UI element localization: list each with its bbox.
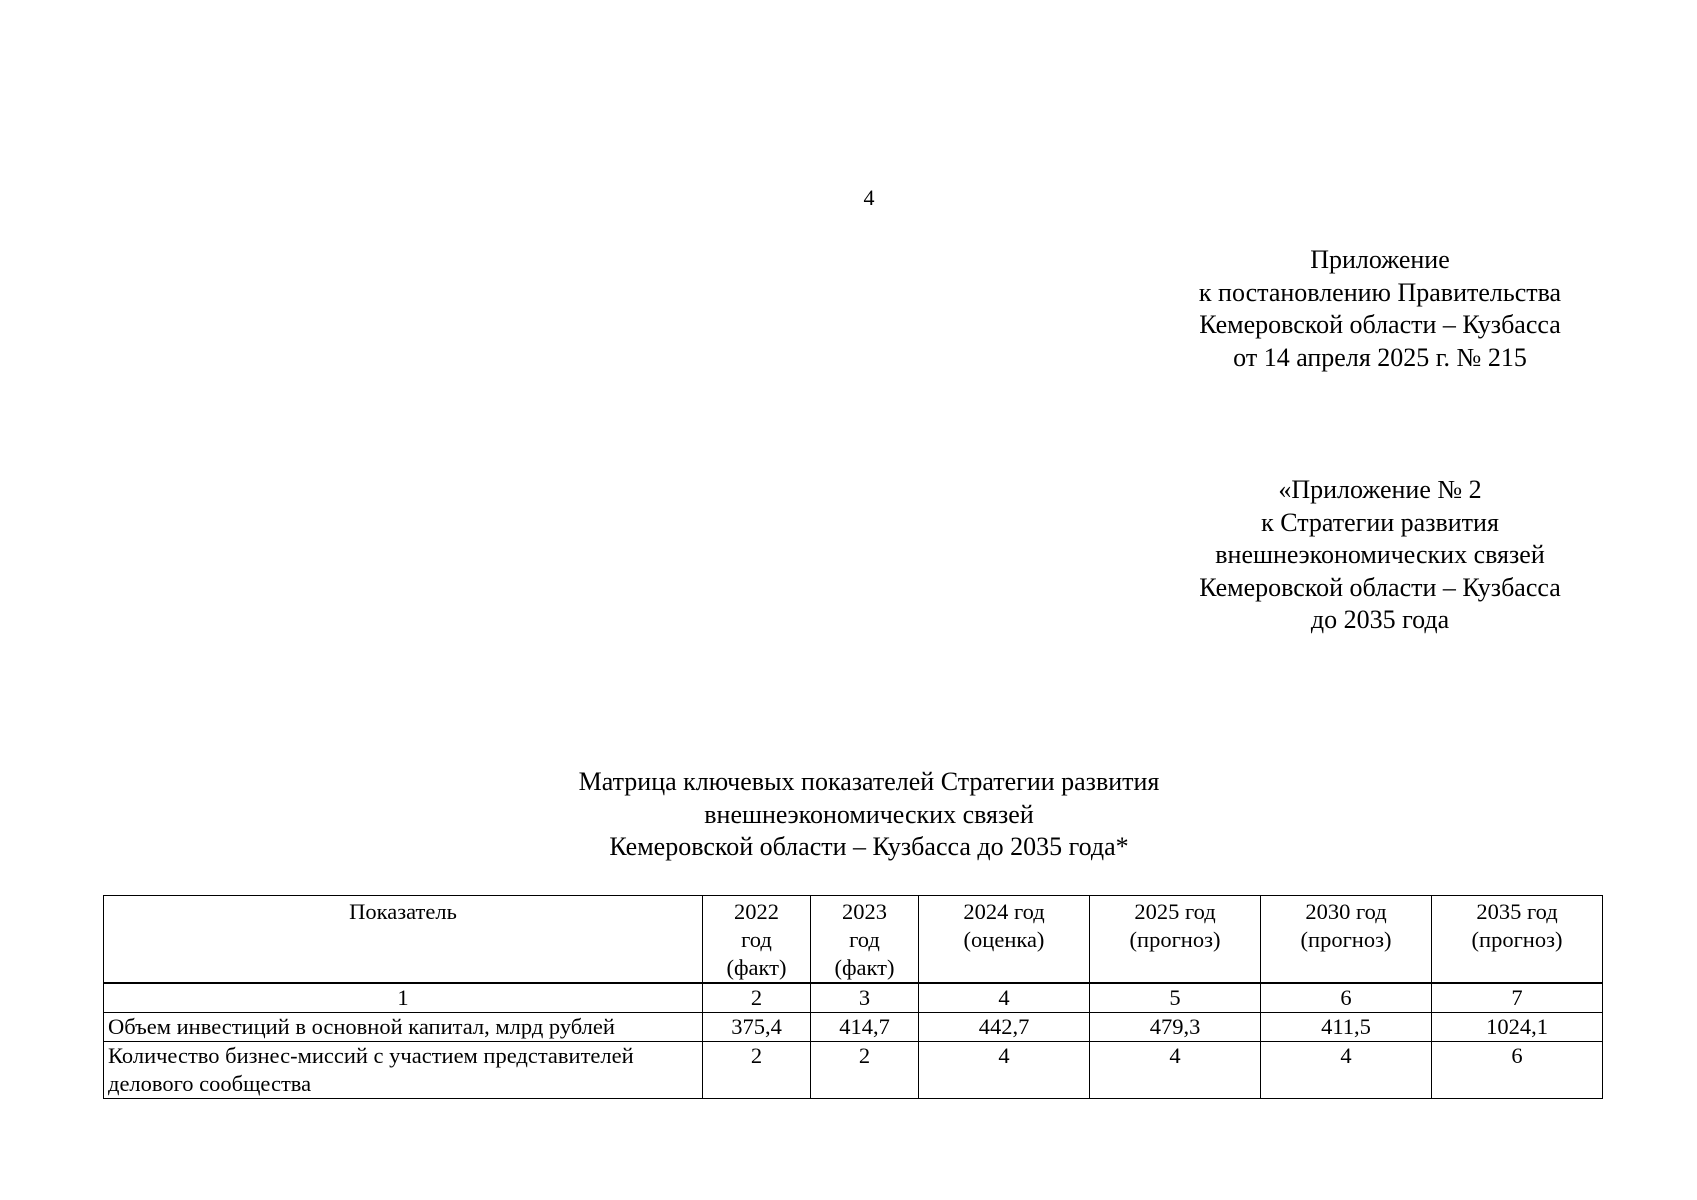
header-text: (оценка)	[963, 927, 1045, 952]
indicator-name: Объем инвестиций в основной капитал, млрд рублей	[104, 1013, 703, 1042]
header-text: Показатель	[349, 899, 457, 924]
column-number: 4	[919, 984, 1090, 1013]
header-cell-2035	[1432, 896, 1603, 983]
indicator-value: 1024,1	[1432, 1013, 1603, 1042]
strategy-annex-line: до 2035 года	[1310, 605, 1450, 634]
column-number: 2	[703, 984, 811, 1013]
column-numbers-row	[104, 984, 1603, 1013]
annex-line: от 14 апреля 2025 г. № 215	[1233, 342, 1527, 372]
indicator-value: 411,5	[1261, 1013, 1432, 1042]
indicator-value: 4	[1090, 1042, 1261, 1099]
page-number: 4	[863, 185, 875, 210]
indicators-table-header	[103, 895, 1603, 983]
indicator-value: 4	[919, 1042, 1090, 1099]
column-number: 7	[1432, 984, 1603, 1013]
header-text: год	[741, 927, 772, 952]
column-number: 6	[1261, 984, 1432, 1013]
header-text: 2024 год	[963, 899, 1045, 924]
indicator-value: 442,7	[919, 1013, 1090, 1042]
header-text: (факт)	[726, 955, 787, 980]
header-cell-indicator	[104, 896, 703, 983]
header-row	[104, 896, 1603, 983]
header-text: (прогноз)	[1300, 927, 1392, 952]
header-text: год	[849, 927, 880, 952]
table-row	[104, 1013, 1603, 1042]
header-text: (факт)	[834, 955, 895, 980]
header-text: 2023	[842, 899, 887, 924]
indicator-value: 2	[811, 1042, 919, 1099]
header-text: 2022	[734, 899, 779, 924]
header-text: 2035 год	[1476, 899, 1558, 924]
header-text: 2025 год	[1134, 899, 1216, 924]
strategy-annex-line: к Стратегии развития	[1261, 507, 1499, 537]
indicator-value: 414,7	[811, 1013, 919, 1042]
indicator-name: Количество бизнес-миссий с участием представителей делового сообщества	[104, 1042, 703, 1099]
column-number: 3	[811, 984, 919, 1013]
header-cell-2023	[811, 896, 919, 983]
column-number: 5	[1090, 984, 1261, 1013]
indicators-table-body	[103, 983, 1603, 1099]
indicator-value: 479,3	[1090, 1013, 1261, 1042]
header-text: (прогноз)	[1129, 927, 1221, 952]
indicator-value: 2	[703, 1042, 811, 1099]
indicator-value: 375,4	[703, 1013, 811, 1042]
indicator-value: 6	[1432, 1042, 1603, 1099]
annex-line: Приложение	[1310, 245, 1450, 274]
header-cell-2022	[703, 896, 811, 983]
title-line: Матрица ключевых показателей Стратегии развития	[578, 767, 1160, 796]
title-line: Кемеровской области – Кузбасса до 2035 года*	[609, 832, 1129, 861]
header-text: (прогноз)	[1471, 927, 1563, 952]
header-cell-2024	[919, 896, 1090, 983]
table-row	[104, 1042, 1603, 1099]
strategy-annex-line: «Приложение № 2	[1278, 475, 1482, 504]
strategy-annex-line: Кемеровской области – Кузбасса	[1199, 572, 1561, 602]
annex-line: Кемеровской области – Кузбасса	[1199, 310, 1561, 339]
header-text: 2030 год	[1305, 899, 1387, 924]
annex-header	[1160, 244, 1600, 374]
column-number: 1	[104, 984, 703, 1013]
document-title	[0, 766, 1697, 864]
header-cell-2030	[1261, 896, 1432, 983]
annex-line: к постановлению Правительства	[1198, 277, 1562, 307]
title-line: внешнеэкономических связей	[704, 799, 1034, 829]
strategy-annex-header	[1160, 474, 1600, 637]
header-cell-2025	[1090, 896, 1261, 983]
indicator-value: 4	[1261, 1042, 1432, 1099]
strategy-annex-line: внешнеэкономических связей	[1215, 540, 1545, 569]
